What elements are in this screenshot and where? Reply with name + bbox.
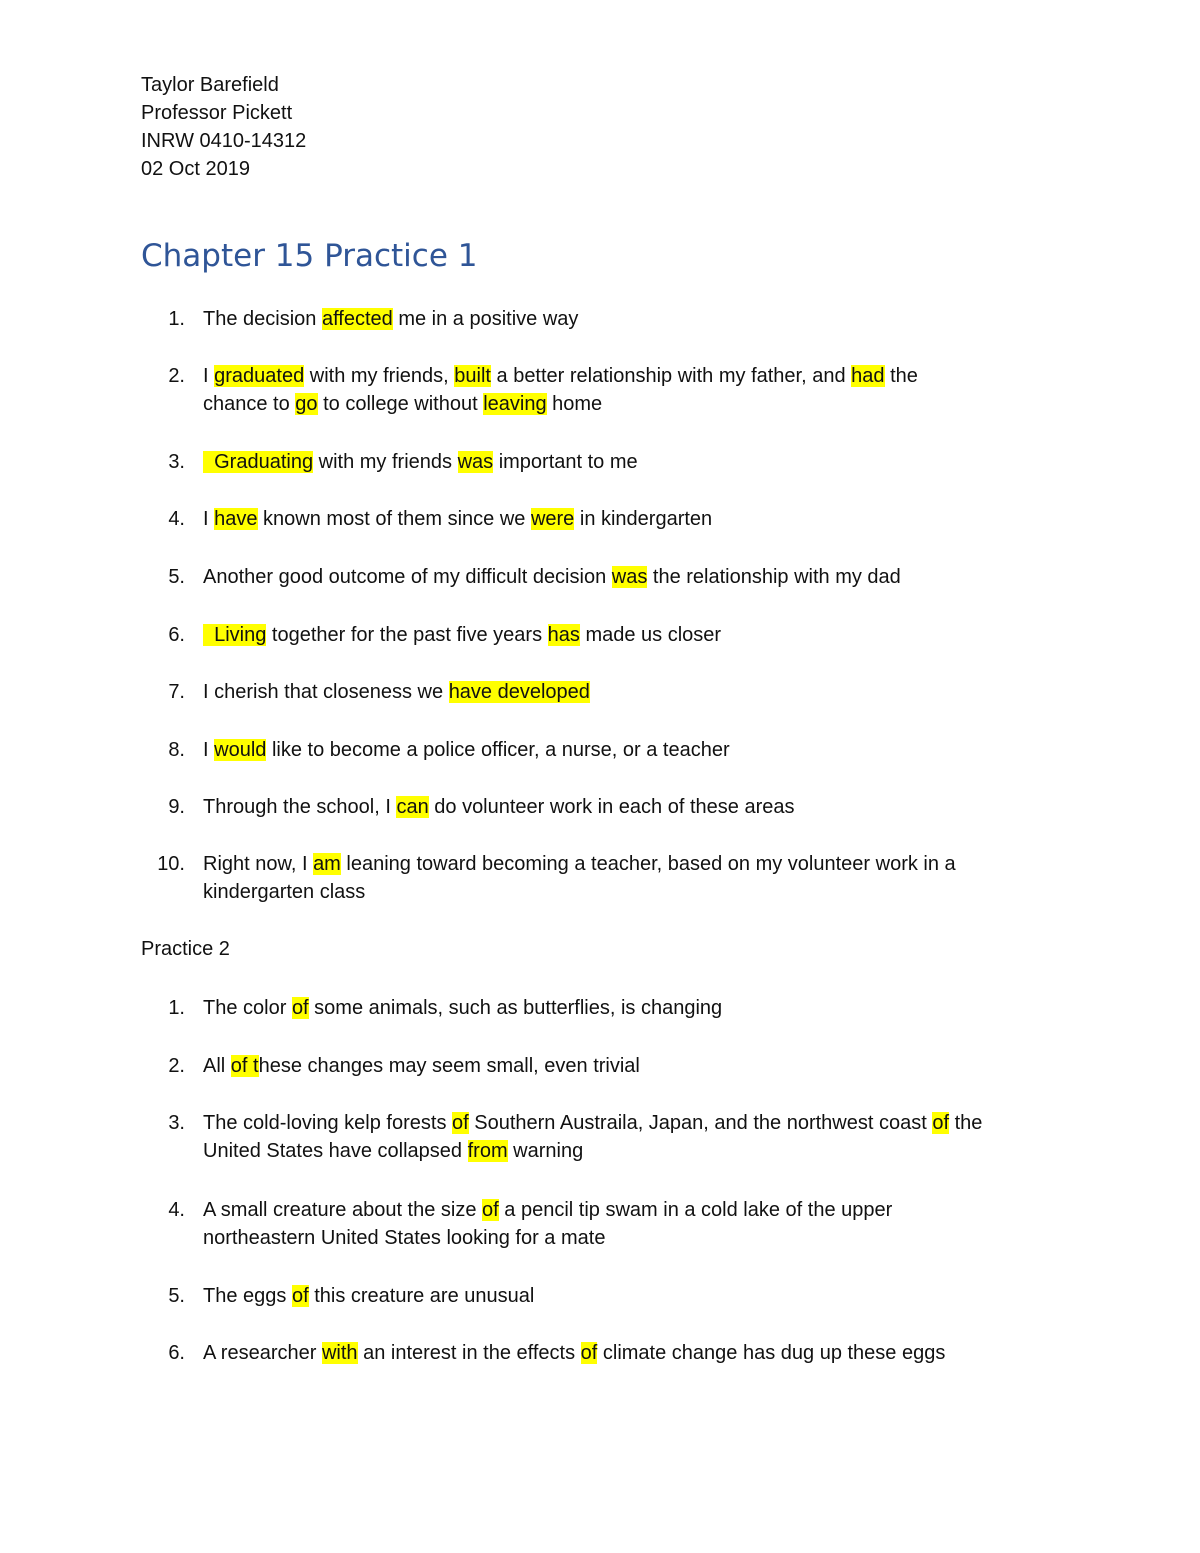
- text-segment: Southern Austraila, Japan, and the northwest coast: [468, 1112, 933, 1134]
- highlighted-word: was: [457, 451, 494, 473]
- highlighted-word: were: [530, 508, 575, 530]
- list-item-text: [203, 505, 712, 533]
- list-item-number: 9.: [168, 796, 185, 818]
- list-item-text: [203, 1224, 605, 1252]
- highlighted-word: affected: [321, 308, 393, 330]
- text-segment: with my friends,: [304, 365, 455, 387]
- list-item-text: [203, 1109, 982, 1137]
- text-segment: the relationship with my dad: [647, 566, 901, 588]
- list-item-text: [203, 1282, 534, 1310]
- highlighted-word: has: [547, 624, 580, 646]
- highlighted-word: leaving: [483, 393, 547, 415]
- text-segment: important to me: [493, 451, 638, 473]
- document-date: 02 Oct 2019: [141, 158, 250, 180]
- list-item-text: [203, 1137, 583, 1165]
- text-segment: I: [203, 508, 215, 530]
- list-item-number: 3.: [168, 451, 185, 473]
- list-item-number: 2.: [168, 1055, 185, 1077]
- text-segment: United States have collapsed: [203, 1140, 468, 1162]
- list-item-text: [203, 448, 638, 476]
- text-segment: hese changes may seem small, even trivial: [258, 1055, 640, 1077]
- text-segment: some animals, such as butterflies, is changing: [308, 997, 723, 1019]
- list-item-number: 5.: [168, 566, 185, 588]
- highlighted-word: built: [454, 365, 491, 387]
- list-item-text: [203, 305, 578, 333]
- text-segment: Right now, I: [203, 853, 314, 875]
- list-item-number: 10.: [157, 853, 185, 875]
- list-item-text: [203, 390, 602, 418]
- course-code: INRW 0410-14312: [141, 130, 307, 152]
- text-segment: home: [546, 393, 603, 415]
- text-segment: kindergarten class: [203, 881, 366, 903]
- text-segment: do volunteer work in each of these areas: [428, 796, 795, 818]
- highlighted-word: go: [295, 393, 318, 415]
- practice-2-heading: Practice 2: [141, 938, 230, 960]
- list-item-text: [203, 1052, 640, 1080]
- text-segment: leaning toward becoming a teacher, based on my volunteer work in a: [340, 853, 956, 875]
- list-item-text: [203, 793, 794, 821]
- list-item-number: 2.: [168, 365, 185, 387]
- highlighted-word: with: [321, 1342, 358, 1364]
- text-segment: chance to: [203, 393, 296, 415]
- list-item-text: [203, 878, 365, 906]
- text-segment: All: [203, 1055, 231, 1077]
- text-segment: like to become a police officer, a nurse, or a teacher: [266, 739, 730, 761]
- text-segment: The eggs: [203, 1285, 292, 1307]
- text-segment: to college without: [317, 393, 484, 415]
- text-segment: known most of them since we: [257, 508, 531, 530]
- highlighted-word: of: [291, 997, 309, 1019]
- professor-name: Professor Pickett: [141, 102, 293, 124]
- list-item-number: 7.: [168, 681, 185, 703]
- text-segment: a pencil tip swam in a cold lake of the upper: [498, 1199, 893, 1221]
- list-item-text: [203, 736, 730, 764]
- list-item-number: 1.: [168, 308, 185, 330]
- text-segment: northeastern United States looking for a mate: [203, 1227, 606, 1249]
- list-item-text: [203, 850, 956, 878]
- highlighted-word: of: [482, 1199, 499, 1221]
- text-segment: I cherish that closeness we: [203, 681, 449, 703]
- list-item-text: [203, 994, 722, 1022]
- highlighted-word: have developed: [448, 681, 590, 703]
- highlighted-word: can: [396, 796, 429, 818]
- text-segment: Another good outcome of my difficult decision: [203, 566, 612, 588]
- text-segment: warning: [507, 1140, 584, 1162]
- text-segment: made us closer: [579, 624, 722, 646]
- text-segment: Through the school, I: [203, 796, 397, 818]
- text-segment: I: [203, 365, 215, 387]
- text-segment: an interest in the effects: [357, 1342, 581, 1364]
- highlighted-word: Graduating: [203, 451, 314, 473]
- text-segment: me in a positive way: [392, 308, 579, 330]
- text-segment: A researcher: [203, 1342, 322, 1364]
- text-segment: The decision: [203, 308, 322, 330]
- list-item-number: 6.: [168, 624, 185, 646]
- highlighted-word: of: [452, 1112, 469, 1134]
- text-segment: A small creature about the size: [203, 1199, 483, 1221]
- text-segment: The color: [203, 997, 292, 1019]
- list-item-number: 4.: [168, 508, 185, 530]
- chapter-title: Chapter 15 Practice 1: [141, 238, 478, 274]
- highlighted-word: had: [851, 365, 885, 387]
- list-item-number: 4.: [168, 1199, 185, 1221]
- highlighted-word: graduated: [214, 365, 305, 387]
- list-item-number: 8.: [168, 739, 185, 761]
- text-segment: the: [949, 1112, 983, 1134]
- highlighted-word: was: [611, 566, 648, 588]
- list-item-text: [203, 621, 721, 649]
- highlighted-word: have: [214, 508, 258, 530]
- document-header: [141, 71, 306, 183]
- text-segment: The cold-loving kelp forests: [203, 1112, 453, 1134]
- highlighted-word: from: [467, 1140, 508, 1162]
- text-segment: together for the past five years: [266, 624, 548, 646]
- text-segment: a better relationship with my father, and: [490, 365, 852, 387]
- highlighted-word: of: [932, 1112, 950, 1134]
- list-item-text: [203, 563, 901, 591]
- highlighted-word: Living: [203, 624, 267, 646]
- highlighted-word: of t: [230, 1055, 259, 1077]
- text-segment: climate change has dug up these eggs: [597, 1342, 946, 1364]
- text-segment: this creature are unusual: [308, 1285, 535, 1307]
- highlighted-word: would: [214, 739, 267, 761]
- list-item-number: 6.: [168, 1342, 185, 1364]
- text-segment: in kindergarten: [574, 508, 713, 530]
- text-segment: with my friends: [313, 451, 458, 473]
- text-segment: I: [203, 739, 215, 761]
- highlighted-word: of: [291, 1285, 309, 1307]
- list-item-number: 3.: [168, 1112, 185, 1134]
- text-segment: the: [884, 365, 918, 387]
- highlighted-word: of: [580, 1342, 598, 1364]
- list-item-text: [203, 362, 918, 390]
- list-item-text: [203, 1196, 892, 1224]
- list-item-text: [203, 678, 590, 706]
- list-item-number: 5.: [168, 1285, 185, 1307]
- list-item-text: [203, 1339, 945, 1367]
- highlighted-word: am: [313, 853, 341, 875]
- student-name: Taylor Barefield: [141, 74, 279, 96]
- list-item-number: 1.: [168, 997, 185, 1019]
